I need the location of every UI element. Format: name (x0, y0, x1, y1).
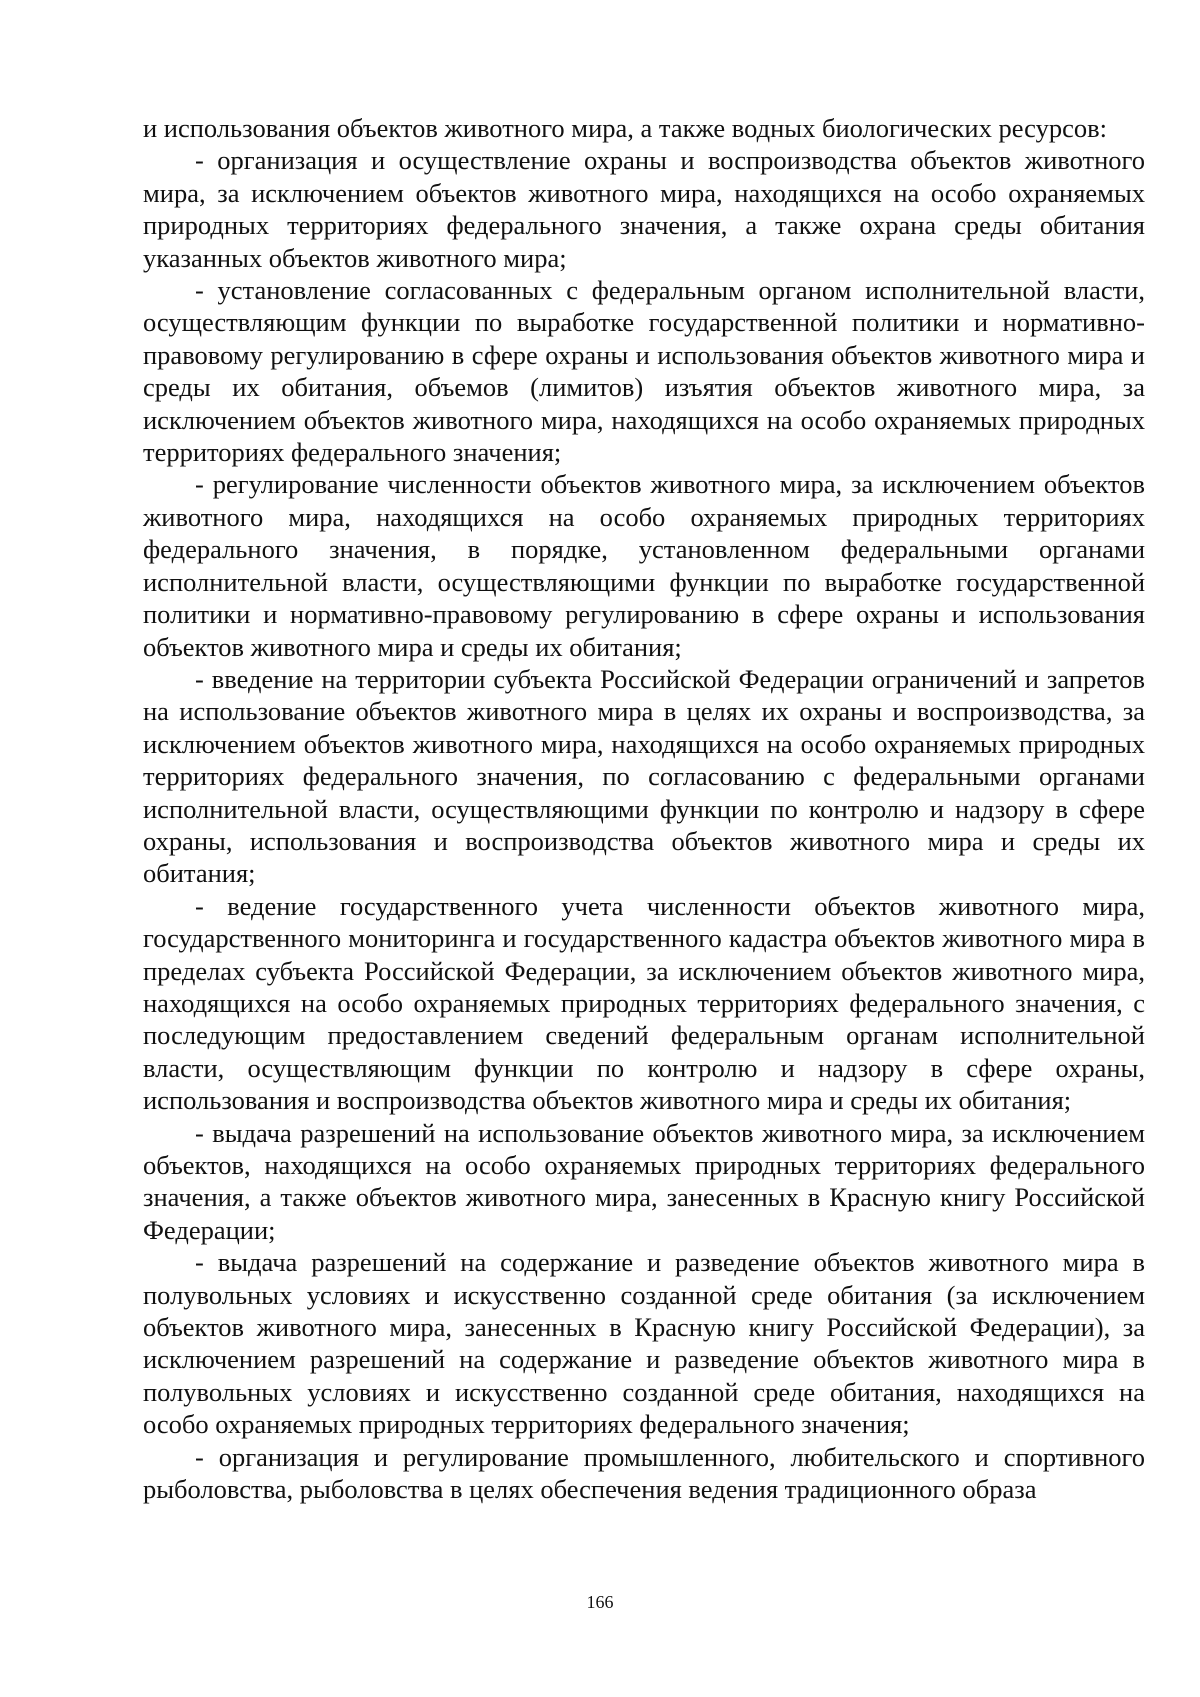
paragraph-wildlife-protection: - организация и осуществление охраны и воспроизводства объектов животного мира, за исключением объектов животного мира, находящихся на особо охраняемых природных территориях федерального значения, а также охрана среды обитания указанных объектов животного мира; (143, 145, 1145, 273)
paragraph-use-permits: - выдача разрешений на использование объектов животного мира, за исключением объектов, находящихся на особо охраняемых природных территориях федерального значения, а также объектов животного мира, занесенных в Красную книгу Российской Федерации; (143, 1117, 1145, 1245)
paragraph-population-regulation: - регулирование численности объектов животного мира, за исключением объектов животного мира, находящихся на особо охраняемых природных территориях федерального значения, в порядке, установленном федеральными органами исполнительной власти, осуществляющими функции по выработке государственной политики и нормативно-правовому регулированию в сфере охраны и использования объектов животного мира и среды их обитания; (143, 469, 1145, 662)
paragraph-restrictions: - введение на территории субъекта Российской Федерации ограничений и запретов на использование объектов животного мира в целях их охраны и воспроизводства, за исключением объектов животного мира, находящихся на особо охраняемых природных территориях федерального значения, по согласованию с федеральными органами исполнительной власти, осуществляющими функции по контролю и надзору в сфере охраны, использования и воспроизводства объектов животного мира и среды их обитания; (143, 663, 1145, 889)
paragraph-fishing-regulation: - организация и регулирование промышленного, любительского и спортивного рыболовства, рыболовства в целях обеспечения ведения традиционного образа (143, 1441, 1145, 1505)
paragraph-continuation: и использования объектов животного мира, а также водных биологических ресурсов: (143, 113, 1107, 143)
paragraph-keeping-permits: - выдача разрешений на содержание и разведение объектов животного мира в полувольных условиях и искусственно созданной среде обитания (за исключением объектов животного мира, занесенных в Красную книгу Российской Федерации), за исключением разрешений на содержание и разведение объектов животного мира в полувольных условиях и искусственно созданной среде обитания, находящихся на особо охраняемых природных территориях федерального значения; (143, 1247, 1145, 1440)
paragraph-extraction-limits: - установление согласованных с федеральным органом исполнительной власти, осуществляющим функции по выработке государственной политики и нормативно-правовому регулированию в сфере охраны и использования объектов животного мира и среды их обитания, объемов (лимитов) изъятия объектов животного мира, за исключением объектов животного мира, находящихся на особо охраняемых природных территориях федерального значения; (143, 275, 1145, 468)
page-number: 166 (586, 1592, 614, 1612)
document-body (143, 112, 1145, 1505)
paragraph-state-accounting: - ведение государственного учета численности объектов животного мира, государственного мониторинга и государственного кадастра объектов животного мира в пределах субъекта Российской Федерации, за исключением объектов животного мира, находящихся на особо охраняемых природных территориях федерального значения, с последующим предоставлением сведений федеральным органам исполнительной власти, осуществляющим функции по контролю и надзору в сфере охраны, использования и воспроизводства объектов животного мира и среды их обитания; (143, 890, 1145, 1116)
